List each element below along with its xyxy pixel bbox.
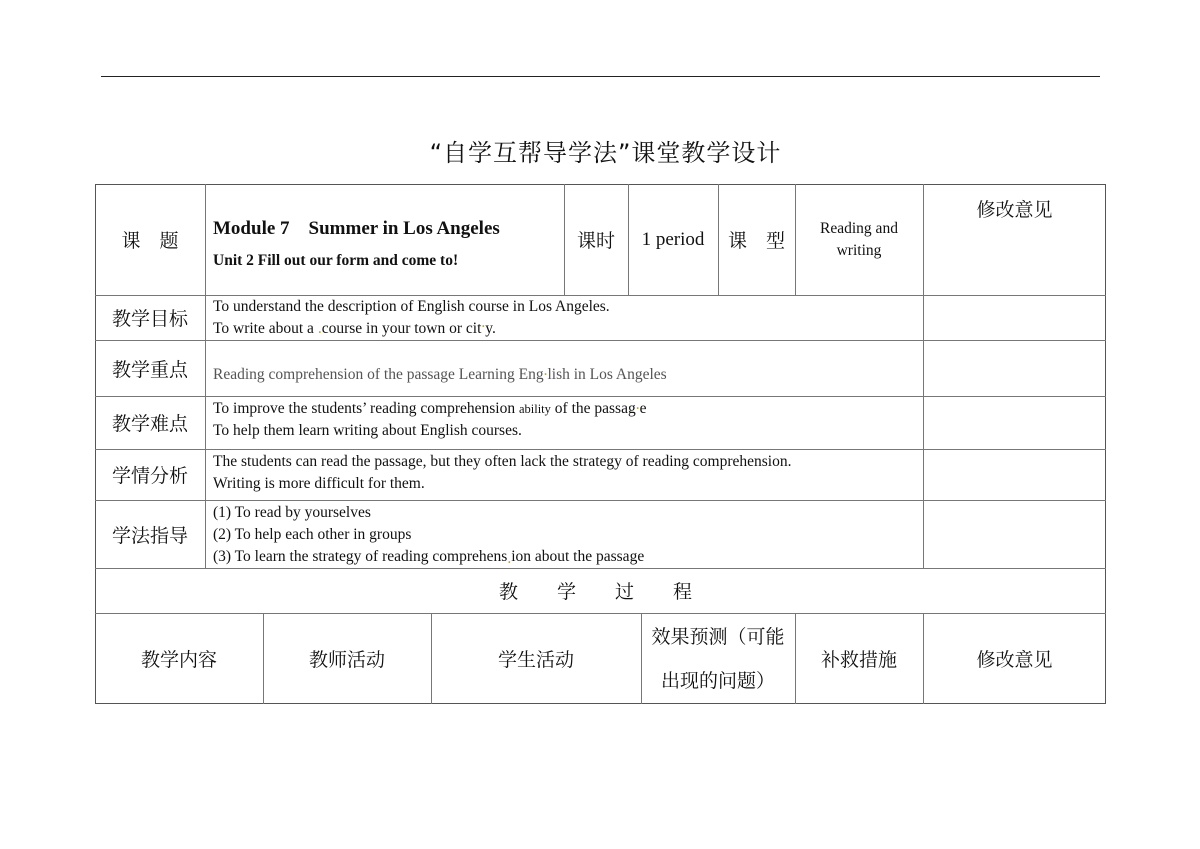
document-title: “自学互帮导学法”课堂教学设计 xyxy=(429,139,782,167)
header-rule xyxy=(101,76,1100,77)
difficulties-content xyxy=(213,398,918,442)
process-heading: 教 学 过 程 xyxy=(498,581,702,603)
topic-label: 课 题 xyxy=(121,230,179,252)
key-points-label: 教学重点 xyxy=(111,358,188,381)
revision-label-top: 修改意见 xyxy=(976,199,1053,221)
col-revision: 修改意见 xyxy=(976,649,1053,671)
objectives-label: 教学目标 xyxy=(111,308,188,330)
period-value: 1 period xyxy=(641,228,705,250)
col-effect xyxy=(641,613,795,704)
difficulties-line2: To help them learn writing about English courses. xyxy=(213,422,522,439)
key-points-content: Reading comprehension of the passage Learning Eng.lish in Los Angeles xyxy=(213,362,667,383)
analysis-content xyxy=(213,451,918,495)
period-label: 课时 xyxy=(576,230,615,252)
difficulties-line1: To improve the students’ reading comprehension ability of the passag.e xyxy=(213,396,647,417)
module-title: Module 7 Summer in Los Angeles xyxy=(213,218,500,239)
methods-line3: (3) To learn the strategy of reading comprehens.ion about the passage xyxy=(213,548,645,567)
col-teacher: 教师活动 xyxy=(308,649,385,671)
analysis-line2: Writing is more difficult for them. xyxy=(213,475,425,492)
methods-line2: (2) To help each other in groups xyxy=(213,526,412,543)
type-value xyxy=(795,184,923,295)
objectives-content xyxy=(213,296,918,340)
type-value-line2: writing xyxy=(836,241,882,259)
objectives-line1: To understand the description of English course in Los Angeles. xyxy=(213,298,610,315)
difficulties-label: 教学难点 xyxy=(111,413,188,435)
col-effect-line2: 出现的问题） xyxy=(660,669,775,692)
methods-label: 学法指导 xyxy=(111,524,188,547)
analysis-label: 学情分析 xyxy=(111,465,188,487)
col-effect-line1: 效果预测（可能 xyxy=(651,625,785,648)
col-student: 学生活动 xyxy=(497,649,574,671)
type-value-line1: Reading and xyxy=(820,219,898,237)
type-label: 课 型 xyxy=(727,230,785,252)
col-remedy: 补救措施 xyxy=(820,649,897,671)
unit-title: Unit 2 Fill out our form and come to! xyxy=(213,252,459,269)
analysis-line1: The students can read the passage, but they often lack the strategy of reading comprehension. xyxy=(213,453,792,470)
objectives-line2: To write about a .course in your town or cit.y. xyxy=(213,314,496,337)
topic-cell xyxy=(213,216,563,286)
col-content: 教学内容 xyxy=(140,649,217,671)
methods-line1: (1) To read by yourselves xyxy=(213,504,371,521)
methods-content xyxy=(213,502,918,568)
